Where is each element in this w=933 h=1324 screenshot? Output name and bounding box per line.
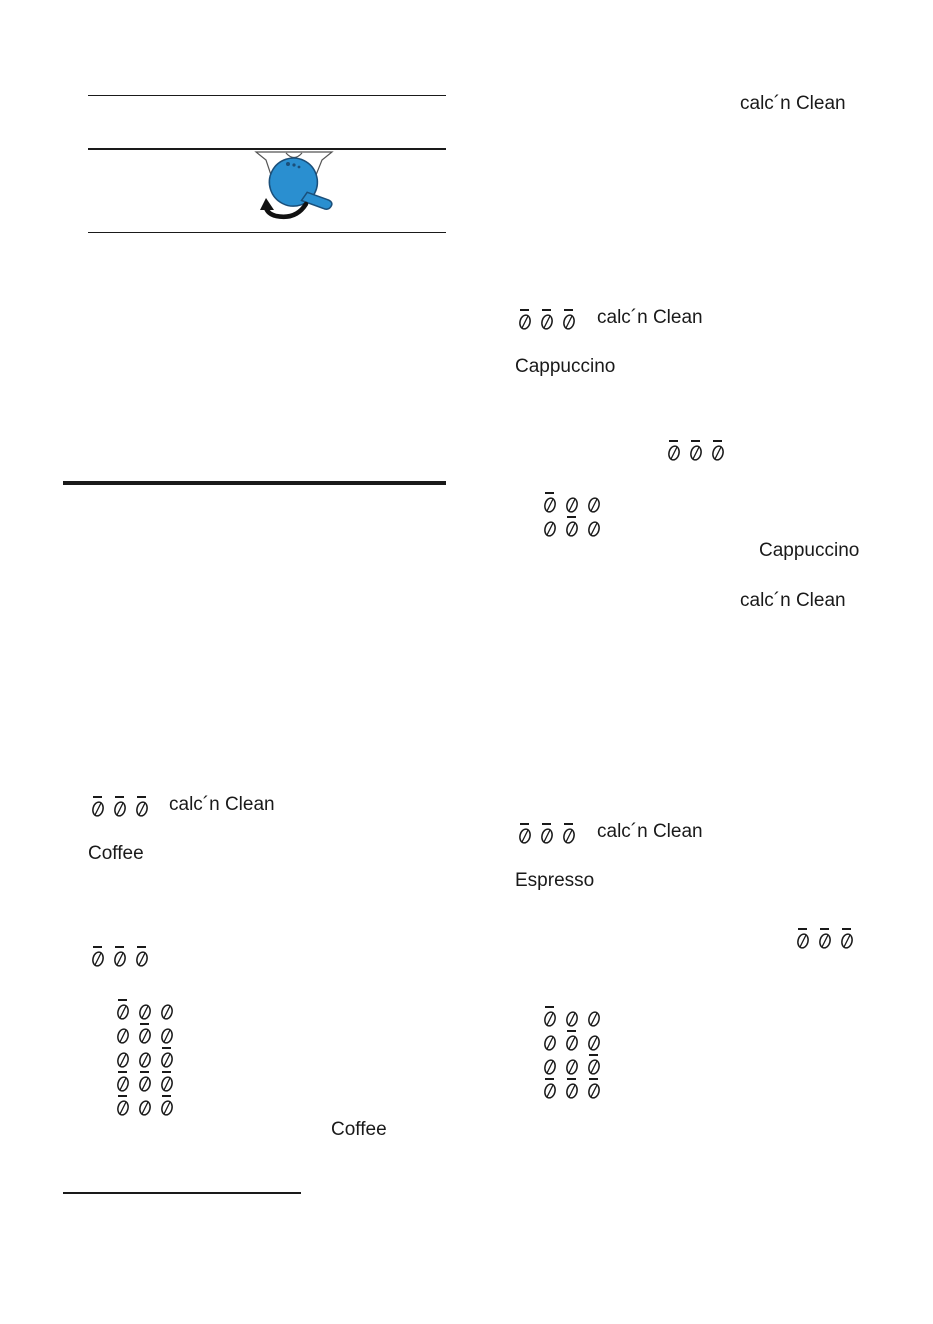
coffee-bean-icon [562, 1078, 582, 1100]
program-name: calc´n Clean [169, 794, 275, 815]
coffee-bean-icon [815, 928, 835, 950]
coffee-bean-icon [135, 1047, 155, 1069]
coffee-bean-icon [562, 516, 582, 538]
drink-name: Espresso [515, 870, 595, 891]
bean-strength-indicator [515, 309, 579, 331]
coffee-bean-icon [157, 999, 177, 1021]
bean-combo-row [540, 516, 604, 538]
bean-strength-indicator [664, 440, 728, 462]
coffee-bean-icon [132, 796, 152, 818]
coffee-bean-icon [537, 309, 557, 331]
coffee-bean-icon [562, 492, 582, 514]
drink-name-inline: Coffee [331, 1119, 387, 1140]
bean-strength-indicator [88, 796, 152, 818]
bean-combo-row [540, 492, 604, 514]
coffee-bean-icon [113, 1047, 133, 1069]
coffee-bean-icon [540, 1006, 560, 1028]
coffee-bean-icon [540, 1054, 560, 1076]
coffee-bean-icon [110, 946, 130, 968]
coffee-bean-icon [559, 823, 579, 845]
bean-strength-indicator [515, 823, 579, 845]
coffee-bean-icon [540, 1078, 560, 1100]
bean-combo-row [540, 1078, 604, 1100]
rotate-arrow-icon [258, 190, 310, 224]
coffee-bean-icon [540, 516, 560, 538]
coffee-bean-icon [515, 309, 535, 331]
coffee-bean-icon [135, 1095, 155, 1117]
section-rule [63, 481, 446, 485]
coffee-bean-icon [157, 1023, 177, 1045]
program-name: calc´n Clean [597, 821, 703, 842]
coffee-bean-icon [537, 823, 557, 845]
coffee-bean-icon [113, 999, 133, 1021]
coffee-bean-icon [584, 1054, 604, 1076]
coffee-bean-icon [132, 946, 152, 968]
coffee-bean-icon [562, 1054, 582, 1076]
bean-combo-row [113, 1047, 177, 1069]
coffee-bean-icon [113, 1071, 133, 1093]
coffee-bean-icon [664, 440, 684, 462]
bean-combo-row [540, 1006, 604, 1028]
bean-strength-indicator [88, 946, 152, 968]
coffee-bean-icon [157, 1047, 177, 1069]
bean-combo-row [540, 1054, 604, 1076]
coffee-bean-icon [584, 1078, 604, 1100]
coffee-bean-icon [113, 1095, 133, 1117]
table-bottom-rule [88, 232, 446, 233]
coffee-bean-icon [135, 1071, 155, 1093]
coffee-bean-icon [584, 516, 604, 538]
coffee-bean-icon [793, 928, 813, 950]
coffee-bean-icon [708, 440, 728, 462]
coffee-bean-icon [515, 823, 535, 845]
coffee-bean-icon [562, 1030, 582, 1052]
drink-name: Coffee [88, 843, 144, 864]
coffee-bean-icon [113, 1023, 133, 1045]
bean-combo-row [540, 1030, 604, 1052]
program-name: calc´n Clean [597, 307, 703, 328]
program-name-inline: calc´n Clean [740, 590, 846, 611]
coffee-bean-icon [837, 928, 857, 950]
coffee-bean-icon [88, 946, 108, 968]
footnote-rule [63, 1192, 301, 1194]
drink-name-inline: Cappuccino [759, 540, 860, 561]
bean-combo-row [113, 999, 177, 1021]
coffee-bean-icon [562, 1006, 582, 1028]
bean-combo-row [113, 1095, 177, 1117]
coffee-bean-icon [157, 1071, 177, 1093]
table-top-rule [88, 95, 446, 96]
coffee-bean-icon [559, 309, 579, 331]
coffee-bean-icon [686, 440, 706, 462]
coffee-bean-icon [540, 1030, 560, 1052]
coffee-bean-icon [135, 999, 155, 1021]
coffee-bean-icon [110, 796, 130, 818]
coffee-bean-icon [584, 1030, 604, 1052]
coffee-bean-icon [135, 1023, 155, 1045]
coffee-bean-icon [540, 492, 560, 514]
bean-combo-row [113, 1023, 177, 1045]
drink-name: Cappuccino [515, 356, 616, 377]
coffee-bean-icon [584, 1006, 604, 1028]
program-name-inline: calc´n Clean [740, 93, 846, 114]
coffee-bean-icon [88, 796, 108, 818]
bean-strength-indicator [793, 928, 857, 950]
bean-combo-row [113, 1071, 177, 1093]
coffee-bean-icon [584, 492, 604, 514]
coffee-bean-icon [157, 1095, 177, 1117]
